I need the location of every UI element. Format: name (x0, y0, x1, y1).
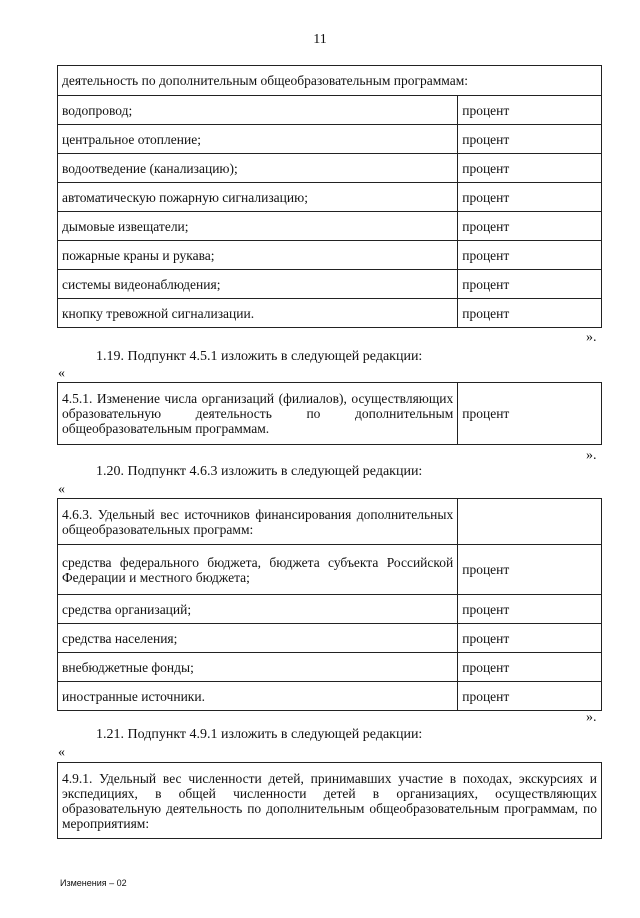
table-row (58, 595, 602, 624)
table-row (58, 96, 602, 125)
paragraph-1-19: 1.19. Подпункт 4.5.1 изложить в следующей редакции: (96, 349, 423, 364)
row-unit: процент (458, 682, 602, 711)
table-header-row (58, 66, 602, 96)
row-label: средства населения; (58, 624, 458, 653)
row-unit: процент (458, 212, 602, 241)
row-unit: процент (458, 125, 602, 154)
row-label: 4.5.1. Изменение числа организаций (филиалов), осуществляющих образовательную деятельность по дополнительным общеобразовательным программам. (58, 383, 458, 445)
table-row (58, 299, 602, 328)
row-label: водоотведение (канализацию); (58, 154, 458, 183)
close-quote: ». (586, 448, 597, 463)
row-label: внебюджетные фонды; (58, 653, 458, 682)
table-infrastructure (57, 65, 602, 328)
empty-cell (458, 499, 602, 545)
close-quote: ». (586, 710, 597, 725)
row-label: кнопку тревожной сигнализации. (58, 299, 458, 328)
row-unit: процент (458, 241, 602, 270)
row-unit: процент (458, 545, 602, 595)
table-header-cell: деятельность по дополнительным общеобразовательным программам: (58, 66, 602, 96)
paragraph-1-21: 1.21. Подпункт 4.9.1 изложить в следующей редакции: (96, 727, 423, 742)
table-4-5-1 (57, 382, 602, 445)
row-label: 4.9.1. Удельный вес численности детей, принимавших участие в походах, экскурсиях и экспедициях, в общей численности детей в организациях, осуществляющих образовательную деятельность по дополнительным общеобразовательным программам, по мероприятиям: (58, 763, 602, 839)
table-4-9-1 (57, 762, 602, 839)
table-header-cell: 4.6.3. Удельный вес источников финансирования дополнительных общеобразовательных программ: (58, 499, 458, 545)
table-row (58, 545, 602, 595)
row-label: системы видеонаблюдения; (58, 270, 458, 299)
table-row (58, 383, 602, 445)
row-label: дымовые извещатели; (58, 212, 458, 241)
row-label: автоматическую пожарную сигнализацию; (58, 183, 458, 212)
table-row (58, 763, 602, 839)
table-row (58, 154, 602, 183)
table-row (58, 624, 602, 653)
table-row (58, 183, 602, 212)
row-label: центральное отопление; (58, 125, 458, 154)
row-label: иностранные источники. (58, 682, 458, 711)
table-row (58, 653, 602, 682)
table-4-6-3 (57, 498, 602, 711)
table-row (58, 125, 602, 154)
row-unit: процент (458, 383, 602, 445)
table-row (58, 241, 602, 270)
row-label: средства организаций; (58, 595, 458, 624)
open-quote: « (58, 482, 65, 497)
row-unit: процент (458, 624, 602, 653)
page-number: 11 (313, 32, 327, 47)
row-unit: процент (458, 96, 602, 125)
row-unit: процент (458, 270, 602, 299)
table-row (58, 212, 602, 241)
table-row (58, 270, 602, 299)
row-unit: процент (458, 653, 602, 682)
row-label: пожарные краны и рукава; (58, 241, 458, 270)
table-header-row (58, 499, 602, 545)
row-unit: процент (458, 154, 602, 183)
open-quote: « (58, 745, 65, 760)
paragraph-1-20: 1.20. Подпункт 4.6.3 изложить в следующей редакции: (96, 464, 423, 479)
table-row (58, 682, 602, 711)
row-label: водопровод; (58, 96, 458, 125)
close-quote: ». (586, 330, 597, 345)
row-unit: процент (458, 595, 602, 624)
row-unit: процент (458, 183, 602, 212)
row-label: средства федерального бюджета, бюджета субъекта Российской Федерации и местного бюджета; (58, 545, 458, 595)
row-unit: процент (458, 299, 602, 328)
open-quote: « (58, 366, 65, 381)
footer-note: Изменения – 02 (60, 878, 127, 888)
